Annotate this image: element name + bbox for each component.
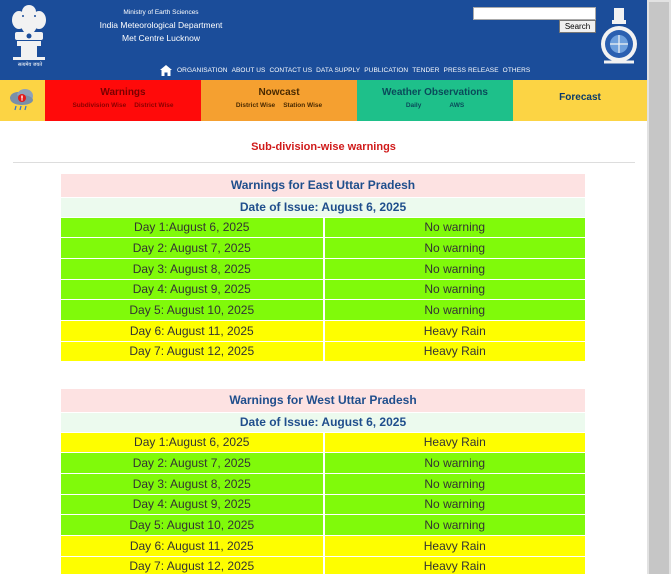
site-header [0, 0, 647, 80]
menu-weather-aws[interactable]: AWS [449, 102, 465, 109]
page-title: Sub-division-wise warnings [251, 141, 396, 153]
table-row [61, 238, 586, 259]
centre-label: Met Centre Lucknow [122, 33, 200, 43]
day-cell: Day 7: August 12, 2025 [61, 341, 324, 362]
search-input[interactable] [473, 7, 596, 20]
nav-press-release[interactable]: PRESS RELEASE [443, 66, 499, 74]
warning-cell: Heavy Rain [324, 556, 587, 574]
imd-logo-icon [598, 6, 640, 68]
day-cell: Day 6: August 11, 2025 [61, 535, 324, 556]
menu-warnings[interactable] [45, 80, 201, 121]
menu-weather-title[interactable]: Weather Observations [382, 87, 488, 98]
day-cell: Day 2: August 7, 2025 [61, 238, 324, 259]
table-row [61, 535, 586, 556]
top-navigation [160, 64, 534, 76]
warning-cell: Heavy Rain [324, 535, 587, 556]
warning-cell: No warning [324, 300, 587, 321]
rain-cloud-icon [8, 88, 36, 112]
menu-weather-daily[interactable]: Daily [405, 102, 422, 109]
table-row [61, 432, 586, 453]
menu-nowcast-title[interactable]: Nowcast [258, 87, 300, 98]
warnings-table-west-up [61, 389, 587, 574]
table-row [61, 494, 586, 515]
table-row [61, 217, 586, 238]
menu-nowcast[interactable] [201, 80, 357, 121]
table-row [61, 300, 586, 321]
menu-nowcast-district-wise[interactable]: District Wise [235, 102, 276, 109]
nav-about-us[interactable]: ABOUT US [231, 66, 266, 74]
table-row [61, 453, 586, 474]
table-row [61, 556, 586, 574]
table-row [61, 473, 586, 494]
warning-cell: No warning [324, 238, 587, 259]
date-of-issue: Date of Issue: August 6, 2025 [61, 412, 586, 432]
scrollbar-thumb[interactable] [649, 2, 669, 574]
menu-warnings-district-wise[interactable]: District Wise [134, 102, 174, 109]
menu-weather-observations[interactable] [357, 80, 513, 121]
day-cell: Day 7: August 12, 2025 [61, 556, 324, 574]
national-emblem-icon [6, 2, 52, 70]
day-cell: Day 4: August 9, 2025 [61, 279, 324, 300]
menu-forecast-title[interactable]: Forecast [559, 92, 601, 103]
day-cell: Day 6: August 11, 2025 [61, 320, 324, 341]
main-content [0, 121, 647, 574]
emblem-caption: सत्यमेव जयते [17, 62, 43, 68]
day-cell: Day 3: August 8, 2025 [61, 258, 324, 279]
day-cell: Day 4: August 9, 2025 [61, 494, 324, 515]
table-row [61, 320, 586, 341]
date-of-issue: Date of Issue: August 6, 2025 [61, 197, 586, 217]
day-cell: Day 3: August 8, 2025 [61, 473, 324, 494]
ministry-label: Ministry of Earth Sciences [123, 9, 199, 16]
table-row [61, 341, 586, 362]
main-menu [0, 80, 647, 121]
nav-others[interactable]: OTHERS [502, 66, 531, 74]
nav-data-supply[interactable]: DATA SUPPLY [316, 66, 361, 74]
warning-cell: Heavy Rain [324, 341, 587, 362]
warning-cell: Heavy Rain [324, 320, 587, 341]
nav-publication[interactable]: PUBLICATION [364, 66, 409, 74]
menu-warnings-subdivision-wise[interactable]: Subdivision Wise [72, 102, 127, 109]
day-cell: Day 5: August 10, 2025 [61, 515, 324, 536]
warning-cell: Heavy Rain [324, 432, 587, 453]
warning-cell: No warning [324, 279, 587, 300]
menu-weather-icon-cell[interactable] [0, 80, 45, 121]
nav-tender[interactable]: TENDER [412, 66, 440, 74]
divider [13, 162, 635, 163]
table-row [61, 515, 586, 536]
warning-cell: No warning [324, 217, 587, 238]
warning-cell: No warning [324, 473, 587, 494]
day-cell: Day 1:August 6, 2025 [61, 432, 324, 453]
warning-cell: No warning [324, 258, 587, 279]
menu-nowcast-station-wise[interactable]: Station Wise [283, 102, 323, 109]
table-title: Warnings for West Uttar Pradesh [61, 389, 586, 412]
warning-cell: No warning [324, 494, 587, 515]
organisation-name [96, 8, 226, 44]
day-cell: Day 1:August 6, 2025 [61, 217, 324, 238]
home-icon[interactable] [160, 65, 172, 76]
search-button[interactable]: Search [559, 20, 596, 33]
menu-warnings-title[interactable]: Warnings [100, 87, 146, 98]
warnings-table-east-up [61, 174, 587, 362]
table-row [61, 258, 586, 279]
department-label: India Meteorological Department [99, 20, 223, 30]
day-cell: Day 5: August 10, 2025 [61, 300, 324, 321]
menu-forecast[interactable] [513, 80, 647, 121]
day-cell: Day 2: August 7, 2025 [61, 453, 324, 474]
nav-contact-us[interactable]: CONTACT US [269, 66, 313, 74]
table-title: Warnings for East Uttar Pradesh [61, 174, 586, 197]
warning-cell: No warning [324, 515, 587, 536]
warning-cell: No warning [324, 453, 587, 474]
table-row [61, 279, 586, 300]
nav-organisation[interactable]: ORGANISATION [177, 66, 228, 74]
